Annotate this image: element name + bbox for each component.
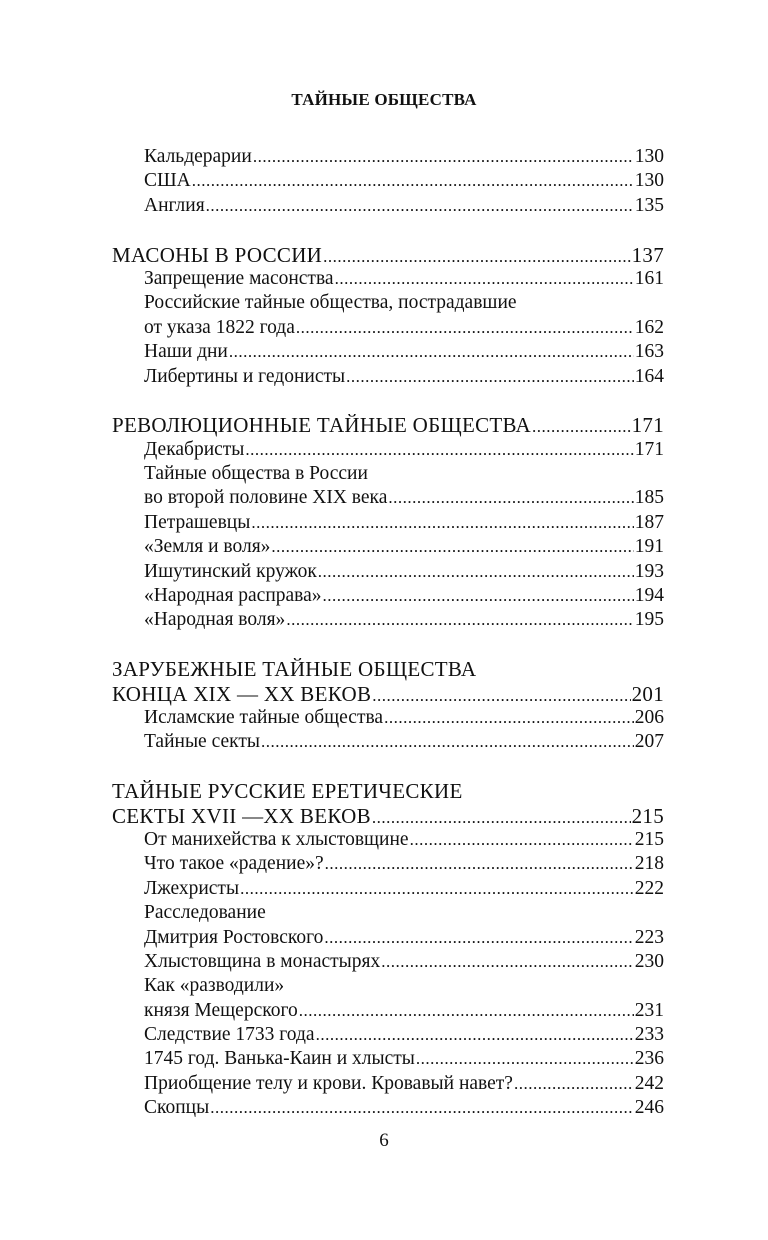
toc-entry-page: 137 <box>631 242 664 267</box>
toc-entry <box>112 194 664 218</box>
dot-leader <box>251 511 633 535</box>
toc-entry-title: от указа 1822 года <box>144 316 295 338</box>
toc-entry-page: 218 <box>634 853 664 875</box>
dot-leader <box>323 243 630 269</box>
toc-entry <box>112 438 664 462</box>
toc-entry-title: Наши дни <box>144 341 228 363</box>
toc-entry-page: 161 <box>634 267 664 289</box>
toc-section-entry <box>112 804 664 828</box>
dot-leader <box>381 950 634 974</box>
toc-entry-page: 233 <box>634 1024 664 1046</box>
toc-entry-title: «Народная воля» <box>144 609 286 631</box>
toc-entry-title: Петрашевцы <box>144 511 251 533</box>
toc-entry <box>112 1023 664 1047</box>
toc-entry <box>112 486 664 510</box>
dot-leader <box>299 999 634 1023</box>
toc-entry <box>112 535 664 559</box>
toc-entry <box>112 608 664 632</box>
toc-entry-page: 215 <box>631 803 664 828</box>
toc-entry-title: Ишутинский кружок <box>144 560 317 582</box>
toc-entry-page: 223 <box>634 926 664 948</box>
toc-entry-title: От манихейства к хлыстовщине <box>144 828 409 850</box>
toc-entry <box>112 584 664 608</box>
toc-entry-page: 194 <box>634 585 664 607</box>
toc-entry-page: 171 <box>634 438 664 460</box>
dot-leader <box>240 877 634 901</box>
toc-entry <box>112 340 664 364</box>
toc-entry-title: «Народная расправа» <box>144 585 322 607</box>
toc-entry-title: СЕКТЫ XVII —XX ВЕКОВ <box>112 803 371 828</box>
toc-entry-title: Что такое «радение»? <box>144 853 324 875</box>
toc-entry-page: 195 <box>634 609 664 631</box>
toc-entry <box>112 950 664 974</box>
dot-leader <box>372 804 631 830</box>
toc-entry-title: Хлыстовщина в монастырях <box>144 950 381 972</box>
toc-entry <box>112 974 664 998</box>
toc-entry-page: 230 <box>634 950 664 972</box>
dot-leader <box>384 706 634 730</box>
toc-entry <box>112 852 664 876</box>
dot-leader <box>271 535 633 559</box>
dot-leader <box>410 828 634 852</box>
toc-entry-page: 207 <box>634 731 664 753</box>
toc-entry <box>112 1072 664 1096</box>
dot-leader <box>416 1047 634 1071</box>
page-number: 6 <box>379 1130 389 1151</box>
toc-entry-title: Декабристы <box>144 438 245 460</box>
toc-entry <box>112 926 664 950</box>
toc-entry-page: 242 <box>634 1072 664 1094</box>
toc-entry-title: Расследование <box>144 902 266 924</box>
dot-leader <box>532 413 631 439</box>
toc-entry-title: во второй половине XIX века <box>144 487 388 509</box>
section-spacer <box>112 218 664 242</box>
dot-leader <box>372 682 630 708</box>
toc-entry-page: 222 <box>634 877 664 899</box>
toc-entry-title: Тайные общества в России <box>144 463 368 485</box>
toc-entry-page: 162 <box>634 316 664 338</box>
toc-entry <box>112 462 664 486</box>
toc-entry-title: Как «разводили» <box>144 975 285 997</box>
toc-entry-page: 163 <box>634 341 664 363</box>
toc-entry <box>112 730 664 754</box>
dot-leader <box>323 584 634 608</box>
toc-entry-title: Приобщение телу и крови. Кровавый навет? <box>144 1072 513 1094</box>
table-of-contents <box>112 145 664 1121</box>
toc-entry <box>112 1096 664 1120</box>
dot-leader <box>388 486 633 510</box>
toc-entry-page: 206 <box>634 706 664 728</box>
toc-entry-page: 171 <box>631 413 664 438</box>
dot-leader <box>210 1096 634 1120</box>
toc-entry-title: Тайные секты <box>144 731 260 753</box>
toc-entry-title: 1745 год. Ванька-Каин и хлысты <box>144 1048 415 1070</box>
toc-entry <box>112 560 664 584</box>
dot-leader <box>514 1072 634 1096</box>
dot-leader <box>245 438 633 462</box>
toc-entry-title: Российские тайные общества, пострадавшие <box>144 292 517 314</box>
dot-leader <box>318 560 634 584</box>
toc-entry-page: 236 <box>634 1048 664 1070</box>
dot-leader <box>346 365 634 389</box>
toc-entry-page: 193 <box>634 560 664 582</box>
toc-entry-title: Лжехристы <box>144 877 240 899</box>
toc-entry <box>112 1047 664 1071</box>
toc-section-entry <box>112 657 664 681</box>
toc-entry-page: 164 <box>634 365 664 387</box>
toc-entry-title: РЕВОЛЮЦИОННЫЕ ТАЙНЫЕ ОБЩЕСТВА <box>112 413 531 438</box>
toc-entry <box>112 999 664 1023</box>
toc-entry <box>112 169 664 193</box>
toc-entry <box>112 901 664 925</box>
toc-entry-page: 135 <box>634 194 664 216</box>
toc-entry <box>112 511 664 535</box>
toc-entry-title: Дмитрия Ростовского <box>144 926 324 948</box>
toc-entry-page: 215 <box>634 828 664 850</box>
dot-leader <box>192 169 634 193</box>
toc-entry-page: 246 <box>634 1097 664 1119</box>
toc-entry-title: Исламские тайные общества <box>144 706 384 728</box>
toc-entry <box>112 316 664 340</box>
toc-entry-title: «Земля и воля» <box>144 536 271 558</box>
toc-section-entry <box>112 243 664 267</box>
toc-entry-title: ТАЙНЫЕ РУССКИЕ ЕРЕТИЧЕСКИЕ <box>112 779 463 804</box>
dot-leader <box>253 145 634 169</box>
toc-entry-title: Англия <box>144 194 205 216</box>
toc-section-entry <box>112 682 664 706</box>
toc-entry-page: 201 <box>631 681 664 706</box>
dot-leader <box>324 926 633 950</box>
dot-leader <box>261 730 634 754</box>
toc-entry-title: Либертины и гедонисты <box>144 365 346 387</box>
toc-entry <box>112 828 664 852</box>
toc-entry <box>112 291 664 315</box>
toc-entry-page: 130 <box>634 170 664 192</box>
dot-leader <box>325 852 634 876</box>
toc-entry-page: 130 <box>634 146 664 167</box>
toc-section-entry <box>112 413 664 437</box>
toc-entry-title: Следствие 1733 года <box>144 1024 315 1046</box>
dot-leader <box>286 608 633 632</box>
dot-leader <box>296 316 634 340</box>
toc-entry <box>112 145 664 169</box>
section-spacer <box>112 755 664 779</box>
toc-entry-page: 187 <box>634 511 664 533</box>
toc-entry <box>112 267 664 291</box>
toc-section-entry <box>112 779 664 803</box>
toc-entry-title: Кальдерарии <box>144 146 252 167</box>
dot-leader <box>229 340 634 364</box>
toc-entry-page: 185 <box>634 487 664 509</box>
toc-entry-page: 191 <box>634 536 664 558</box>
toc-entry-page: 231 <box>634 999 664 1021</box>
toc-entry-title: МАСОНЫ В РОССИИ <box>112 242 323 267</box>
toc-entry-title: Запрещение масонства <box>144 267 334 289</box>
toc-entry <box>112 877 664 901</box>
toc-entry-title: Скопцы <box>144 1097 210 1119</box>
toc-entry-title: князя Мещерского <box>144 999 298 1021</box>
toc-entry <box>112 365 664 389</box>
section-spacer <box>112 389 664 413</box>
toc-entry-title: КОНЦА XIX — XX ВЕКОВ <box>112 681 372 706</box>
toc-entry <box>112 706 664 730</box>
section-spacer <box>112 633 664 657</box>
dot-leader <box>206 194 634 218</box>
toc-entry-title: США <box>144 170 191 192</box>
dot-leader <box>316 1023 634 1047</box>
dot-leader <box>335 267 634 291</box>
page-title: ТАЙНЫЕ ОБЩЕСТВА <box>291 90 477 109</box>
toc-entry-title: ЗАРУБЕЖНЫЕ ТАЙНЫЕ ОБЩЕСТВА <box>112 657 477 682</box>
